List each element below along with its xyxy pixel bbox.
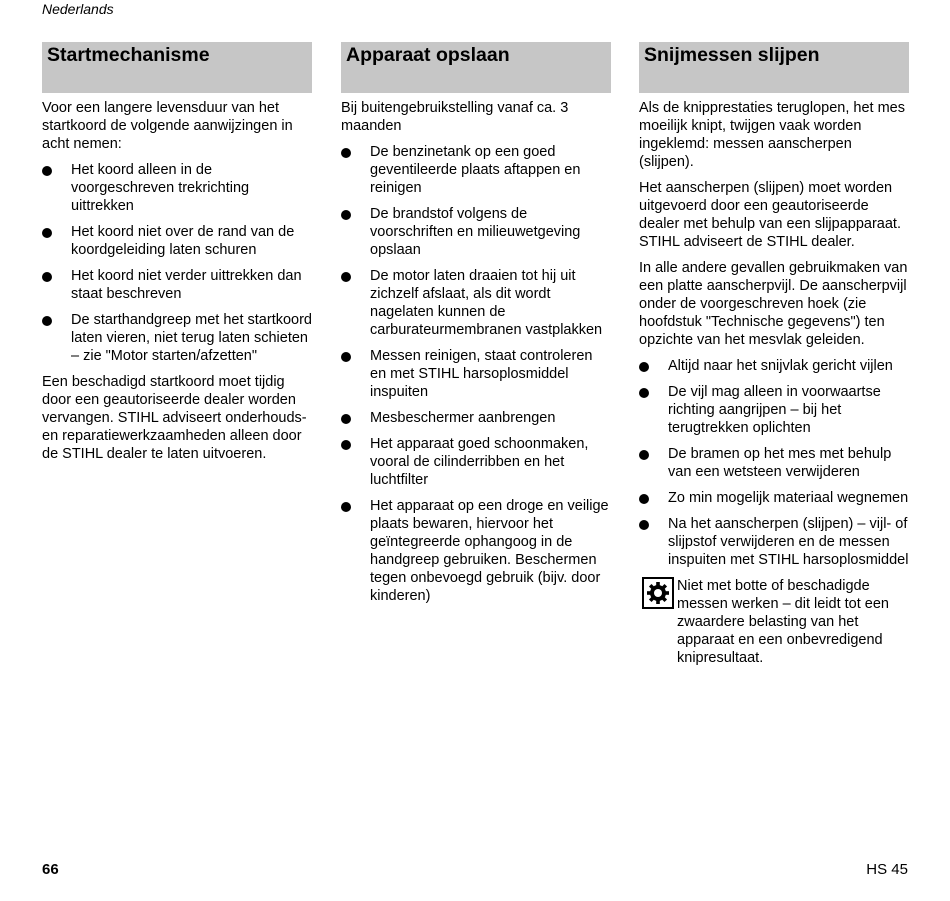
language-label: Nederlands [42, 1, 114, 17]
list-item-text: De benzinetank op een goed geventileerde plaats aftappen en reinigen [370, 144, 581, 196]
bullet-icon [639, 450, 649, 460]
paragraph: Als de knipprestaties teruglopen, het mes moeilijk knipt, twijgen vaak worden ingeklemd: messen aanscherpen (slijpen). [639, 100, 905, 170]
model-name: HS 45 [866, 861, 908, 878]
section-content [639, 99, 909, 667]
list-item-text: Het apparaat op een droge en veilige plaats bewaren, hiervoor het geïntegreerde ophangoog in de handgreep gebruiken. Beschermen tegen onbevoegd gebruik (bijv. door kinderen) [370, 498, 609, 604]
bullet-icon [341, 502, 351, 512]
bullet-icon [639, 388, 649, 398]
section-apparaat-opslaan [341, 42, 611, 613]
section-snijmessen-slijpen [639, 42, 909, 667]
list-item-text: De starthandgreep met het startkoord laten vieren, niet terug laten schieten – zie "Motor starten/afzetten" [71, 312, 312, 364]
list-item-text: Mesbeschermer aanbrengen [370, 410, 556, 426]
list-item [341, 143, 611, 197]
list-item [341, 435, 611, 489]
list-item [341, 205, 611, 259]
section-content [341, 99, 611, 605]
list-item [639, 445, 909, 481]
bullet-icon [341, 352, 351, 362]
bullet-icon [42, 228, 52, 238]
section-startmechanisme [42, 42, 312, 471]
bullet-icon [341, 414, 351, 424]
section-content [42, 99, 312, 463]
list-item-text: Messen reinigen, staat controleren en met STIHL harsoplosmiddel inspuiten [370, 348, 593, 400]
list-item-text: Altijd naar het snijvlak gericht vijlen [668, 358, 893, 374]
list-item-text: Het koord niet verder uittrekken dan staat beschreven [71, 268, 302, 302]
list-item [341, 267, 611, 339]
list-item-text: De bramen op het mes met behulp van een wetsteen verwijderen [668, 446, 892, 480]
bullet-icon [42, 166, 52, 176]
note-text: Niet met botte of beschadigde messen werken – dit leidt tot een zwaardere belasting van het apparaat en een onbevredigend knipresultaat. [677, 578, 889, 666]
list-item-text: Zo min mogelijk materiaal wegnemen [668, 490, 909, 506]
bullet-icon [341, 440, 351, 450]
bullet-icon [639, 494, 649, 504]
bullet-icon [341, 148, 351, 158]
list-item [42, 311, 312, 365]
bullet-icon [42, 316, 52, 326]
list-item-text: De motor laten draaien tot hij uit zichzelf afslaat, als dit wordt nagelaten kunnen de carburateurmembranen vastplakken [370, 268, 603, 338]
list-item [341, 409, 611, 427]
bullet-icon [341, 210, 351, 220]
outro-paragraph: Een beschadigd startkoord moet tijdig door een geautoriseerde dealer worden vervangen. STIHL adviseert onderhouds- en reparatiewerkzaamheden alleen door de STIHL dealer te laten uitvoeren. [42, 374, 307, 462]
list-item [341, 347, 611, 401]
paragraph: In alle andere gevallen gebruikmaken van een platte aanscherpvijl. De aanscherpvijl onder de voorgeschreven hoek (zie hoofdstuk "Technische gegevens") ten opzichte van het mesvlak geleiden. [639, 260, 908, 348]
bullet-icon [639, 520, 649, 530]
paragraph: Het aanscherpen (slijpen) moet worden uitgevoerd door een geautoriseerde dealer met behulp van een slijpapparaat. STIHL adviseert de STIHL dealer. [639, 180, 901, 250]
list-item [639, 383, 909, 437]
gear-icon [642, 577, 674, 609]
list-item-text: De brandstof volgens de voorschriften en milieuwetgeving opslaan [370, 206, 581, 258]
maintenance-note [639, 577, 909, 667]
bullet-list [42, 161, 312, 365]
list-item [42, 161, 312, 215]
list-item-text: Na het aanscherpen (slijpen) – vijl- of slijpstof verwijderen en de messen inspuiten met STIHL harsoplosmiddel [668, 516, 909, 568]
list-item-text: Het koord niet over de rand van de koordgeleiding laten schuren [71, 224, 295, 258]
list-item-text: Het koord alleen in de voorgeschreven trekrichting uittrekken [71, 162, 250, 214]
bullet-icon [639, 362, 649, 372]
section-title: Startmechanisme [42, 42, 312, 93]
list-item-text: De vijl mag alleen in voorwaartse richting aangrijpen – bij het terugtrekken oplichten [668, 384, 881, 436]
bullet-icon [341, 272, 351, 282]
list-item-text: Het apparaat goed schoonmaken, vooral de cilinderribben en het luchtfilter [370, 436, 589, 488]
list-item [639, 357, 909, 375]
intro-paragraph: Bij buitengebruikstelling vanaf ca. 3 maanden [341, 100, 569, 134]
list-item [639, 515, 909, 569]
list-item [341, 497, 611, 605]
section-title: Snijmessen slijpen [639, 42, 909, 93]
bullet-list [341, 143, 611, 605]
list-item [42, 223, 312, 259]
list-item [42, 267, 312, 303]
section-title: Apparaat opslaan [341, 42, 611, 93]
list-item [639, 489, 909, 507]
bullet-list [639, 357, 909, 569]
page-number: 66 [42, 861, 59, 878]
bullet-icon [42, 272, 52, 282]
intro-paragraph: Voor een langere levensduur van het startkoord de volgende aanwijzingen in acht nemen: [42, 100, 293, 152]
